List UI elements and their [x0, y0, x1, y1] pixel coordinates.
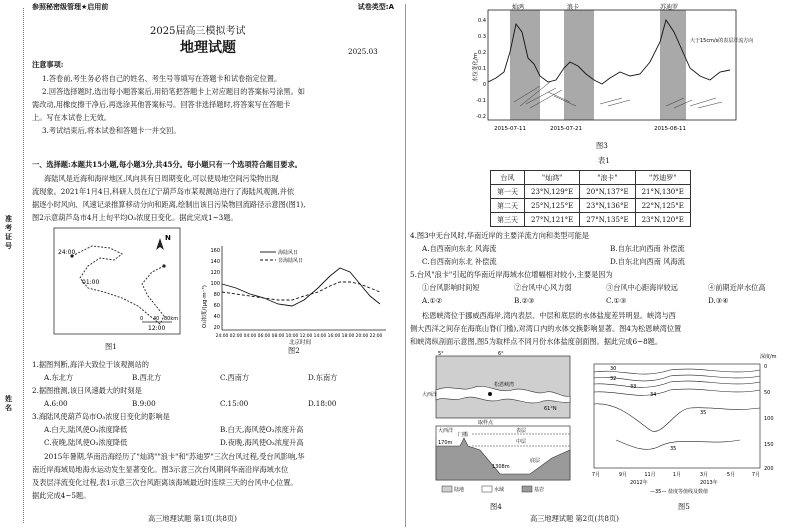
- fig4-legend-land: 陆地: [454, 487, 465, 493]
- left-page: [30, 0, 400, 531]
- q2-stem: 2.据图推测,该日风速最大的时刻是: [32, 386, 142, 395]
- fig2-ytick: 40: [213, 314, 220, 320]
- sampling-point-marker: [488, 392, 492, 396]
- intro3-line-1: 松恩峡湾位于挪威西海岸,湾内表层、中层和底层的水体盐度差异明显。峡湾与西: [422, 311, 676, 320]
- table-1-typhoon-positions: [490, 170, 691, 227]
- fig5-contour-label: 35: [670, 446, 677, 452]
- fig5-ytick: 200: [764, 466, 774, 472]
- fig5-legend: —35— 盐度等值线及数值: [650, 489, 708, 495]
- intro-line-3: 据逐小时风向、风速记录推算移动分向和距离,绘制出该日污染物回流路径示意图(图1),: [32, 200, 306, 209]
- figure-3-caption: 图3: [596, 141, 608, 150]
- notice-2b: 需改动,用橡皮擦干净后,再选涂其他答案标号。回答非选择题时,将答案写在答题卡: [32, 100, 291, 109]
- fig1-north: N: [165, 234, 171, 242]
- fig5-xtick: 7月: [591, 472, 601, 478]
- fig5-contour-label: 35: [700, 410, 707, 416]
- q4-stem: 4.图3中无台风时,华南近岸的主要洋流方向和类型可能是: [410, 231, 590, 240]
- fig2-ylabel: O₃浓度/(μg·m⁻³): [202, 285, 208, 328]
- fig2-ytick: 60: [213, 303, 220, 309]
- fig5-year-2012: 2012年: [630, 480, 648, 486]
- fig4-fjord-name: 松恩峡湾: [494, 382, 515, 388]
- fig3-ytick: 0: [482, 82, 486, 88]
- figure-5-salinity-profile: [590, 350, 790, 500]
- fig5-contour-label: 32: [610, 376, 617, 382]
- fig5-contour-label: 30: [610, 366, 617, 372]
- q2-option-c[interactable]: C.15:00: [220, 399, 249, 408]
- fig4-middle: 中层: [516, 439, 527, 445]
- intro3-line-2: 侧大西洋之间存在海底山脊(门槛),对湾口内的水体交换影响显著。图4为松恩峡湾位置: [410, 324, 682, 333]
- fig4-legend-water: 水域: [494, 487, 505, 493]
- fig1-label-2400: 24:00: [58, 249, 76, 256]
- fig2-xtick: 22:00: [369, 334, 383, 339]
- q3-option-a[interactable]: A.白天,陆风使O₃浓度降低: [44, 425, 128, 434]
- fig4-lon-5: 5°: [438, 351, 444, 357]
- storm-label-langka: 浪卡: [567, 4, 580, 11]
- figure-2-caption: 图2: [288, 346, 300, 355]
- fig3-ylabel: 水位变化/m: [473, 52, 479, 82]
- q5-option-b[interactable]: B.②③: [514, 296, 535, 305]
- table-cell: 27°N,121°E: [525, 213, 580, 227]
- fig2-xtick: 14:00: [313, 334, 327, 339]
- page-divider: [405, 4, 406, 527]
- fig3-date-3: 2015-08-11: [654, 126, 686, 132]
- fig2-ytick: 120: [210, 270, 220, 276]
- fig2-xtick: 06:00: [257, 334, 271, 339]
- fig2-xtick: 10:00: [285, 334, 299, 339]
- table-cell: 23°N,129°E: [525, 185, 580, 199]
- table-cell: 27°N,135°E: [580, 213, 635, 227]
- fig5-ytick: 150: [764, 442, 774, 448]
- table-row: [491, 199, 691, 213]
- legend-land-swatch: [442, 486, 452, 492]
- q1-option-a[interactable]: A.东北方: [44, 373, 74, 382]
- q5-statement-2: ②台风中心风力弱: [514, 283, 572, 292]
- fig5-ytick: 50: [764, 390, 771, 396]
- fig2-ytick: 140: [210, 259, 220, 265]
- fig1-scale-80: 80km: [164, 316, 179, 322]
- table-header: "浪卡": [580, 171, 635, 185]
- q3-stem: 3.海陆风使葫芦岛市O₃浓度日变化的影响是: [32, 412, 170, 421]
- fig4-lat-61: 61°N: [544, 406, 557, 412]
- q1-option-c[interactable]: C.西南方: [220, 373, 250, 382]
- exam-date: 2025.03: [348, 47, 378, 56]
- fig4-legend-bedrock: 基岩: [534, 487, 545, 493]
- fig4-sampling: 取样点: [478, 420, 494, 426]
- fig4-sill-depth: 170m: [438, 440, 453, 446]
- series-sea-land-breeze-day: [222, 268, 380, 306]
- table-cell: 21°N,130°E: [635, 185, 690, 199]
- table-cell: 第二天: [491, 199, 525, 213]
- intro-line-1: 海陆风是近海和海岸地区,风向具有日周期变化,可以使局地空间污染物出现: [44, 174, 279, 183]
- notice-2c: 上。写在本试卷上无效。: [32, 113, 112, 122]
- fig2-xlabel: 北京时间: [288, 340, 312, 346]
- fig5-xtick: 1月: [672, 472, 682, 478]
- fig5-xtick: 11月: [644, 472, 656, 478]
- q1-stem: 1.据图判断,海洋大致位于该观测站的: [32, 360, 149, 369]
- fig2-legend-nonsea: 非海陆风日: [278, 258, 304, 264]
- fig1-scale-40: 40: [153, 316, 160, 322]
- fig4-surface: 表层: [516, 428, 527, 434]
- q2-option-b[interactable]: B.9:00: [132, 399, 156, 408]
- intro-line-2: 流现象。2021年1月4日,科研人员在辽宁葫芦岛市某观测站进行了海陆风观测,并依: [32, 187, 295, 196]
- notice-2: 2.回答选择题时,选出每小题答案后,用铅笔把答题卡上对应题目的答案标号涂黑。如: [42, 87, 305, 96]
- q5-statement-3: ③台风中心距海岸较远: [606, 283, 678, 292]
- figure-1-path-map: [52, 226, 182, 338]
- q3-option-b[interactable]: B.白天,海风使O₃浓度升高: [220, 425, 304, 434]
- q4-option-b[interactable]: B.自东北向西南 补偿流: [610, 244, 685, 253]
- fig2-xtick: 24:00: [215, 334, 229, 339]
- fig2-ytick: 20: [213, 325, 220, 331]
- fig5-xtick: 7月: [751, 472, 761, 478]
- fig5-ytick: 0: [764, 364, 768, 370]
- storm-band-langka: [564, 10, 594, 120]
- figure-4-caption: 图4: [490, 502, 502, 511]
- fig4-bottom: 底层: [530, 458, 541, 464]
- fig3-scale-note: 大于15cm/s的表层洋流方向: [690, 38, 754, 44]
- fig5-contour-label: 34: [650, 392, 657, 398]
- north-arrow-icon: [156, 238, 164, 250]
- table-row: [491, 213, 691, 227]
- q5-option-d[interactable]: D.③④: [708, 296, 729, 305]
- fig1-label-1200: 12:00: [148, 325, 166, 332]
- table-cell: 22°N,125°E: [635, 199, 690, 213]
- fig3-ytick: 0.1: [478, 66, 486, 72]
- fig5-ylabel: 深度/m: [760, 354, 777, 360]
- name-label: 姓名: [5, 395, 12, 412]
- fig3-date-2: 2015-07-21: [550, 126, 582, 132]
- fig3-ytick: 0.3: [478, 34, 486, 40]
- table-cell: 25°N,125°E: [525, 199, 580, 213]
- fig5-xtick: 5月: [726, 472, 736, 478]
- table-cell: 23°N,120°E: [635, 213, 690, 227]
- fig4-atlantic-map: 大西洋: [422, 392, 438, 398]
- fig2-ytick: 80: [213, 292, 220, 298]
- fig3-ytick: 0.4: [478, 18, 486, 24]
- fig2-xtick: 08:00: [271, 334, 285, 339]
- fig2-xtick: 12:00: [299, 334, 313, 339]
- fig5-xtick: 3月: [699, 472, 709, 478]
- q5-option-a[interactable]: A.①②: [422, 296, 443, 305]
- table-cell: 20°N,137°E: [580, 185, 635, 199]
- table-cell: 23°N,136°E: [580, 199, 635, 213]
- fig1-scale-0: 0: [140, 316, 144, 322]
- figure-2-ozone-chart: [200, 238, 390, 346]
- figure-3-water-level-chart: [470, 2, 754, 138]
- q4-option-a[interactable]: A.自西南向东北 风海流: [422, 244, 497, 253]
- notice-title: 注意事项:: [32, 60, 64, 69]
- right-page: [410, 0, 796, 531]
- table-header: 台风: [491, 171, 525, 185]
- fig3-ytick: -0.1: [476, 98, 486, 104]
- header-confidential: 参照秘密级管理★启用前: [32, 3, 109, 11]
- table-header-row: [491, 171, 691, 185]
- intro2-line-3: 及表层洋流变化过程,表1示意三次台风距离该海域最近时连续三天的台风中心位置。: [32, 478, 298, 487]
- section-title: 一、选择题:本题共15小题,每小题3分,共45分。每小题只有一个选项符合题目要求。: [32, 160, 302, 169]
- fig2-ytick: 160: [210, 248, 220, 254]
- right-footer: 高三地理试题 第2页(共8页): [530, 514, 619, 523]
- intro-line-4: 图2示意葫芦岛市4月上旬平均O₃浓度日变化。据此完成1~3题。: [32, 213, 238, 222]
- left-footer: 高三地理试题 第1页(共8页): [148, 514, 237, 523]
- fig2-ytick: 100: [210, 281, 220, 287]
- figure-5-caption: 图5: [678, 502, 690, 511]
- fig4-sill: 门槛: [458, 432, 469, 438]
- fig4-max-depth: 1308m: [492, 464, 510, 470]
- table-cell: 第三天: [491, 213, 525, 227]
- intro3-line-3: 和峡湾纵剖面示意图,图5为取样点不同月份水体盐度剖面图。据此完成6~8题。: [410, 337, 663, 346]
- intro2-line-1: 2015年暑期,华南沿海经历了"灿鸿""浪卡"和"苏迪罗"三次台风过程,受台风影响,华: [44, 452, 305, 461]
- storm-label-canhong: 灿鸿: [512, 4, 525, 11]
- q1-option-d[interactable]: D.东南方: [308, 373, 338, 382]
- q3-option-c[interactable]: C.夜晚,陆风使O₃浓度降低: [44, 438, 128, 447]
- q2-option-d[interactable]: D.18:00: [308, 399, 337, 408]
- fig5-contour-label: 33: [630, 384, 637, 390]
- intro2-line-2: 南近岸海域局地海水运动发生显著变化。图3示意三次台风期间华南沿岸海域水位: [32, 465, 289, 474]
- legend-water-swatch: [482, 486, 492, 492]
- q5-option-c[interactable]: C.①③: [606, 296, 627, 305]
- q5-statement-1: ①台风影响时间短: [422, 283, 480, 292]
- header-paper-type: 试卷类型:A: [357, 3, 394, 11]
- table-row: [491, 185, 691, 199]
- fig2-xtick: 18:00: [341, 334, 355, 339]
- q2-option-a[interactable]: A.6:00: [44, 399, 68, 408]
- fig5-ytick: 100: [764, 416, 774, 422]
- fig3-ytick: -0.2: [476, 114, 486, 120]
- fig1-label-0100: 01:00: [82, 279, 100, 286]
- notice-3: 3.考试结束后,将本试卷和答题卡一并交回。: [42, 126, 181, 135]
- table-header: "灿鸿": [525, 171, 580, 185]
- q3-option-d[interactable]: D.夜晚,海风使O₃浓度升高: [220, 438, 304, 447]
- fig4-atlantic-profile: 大西洋: [438, 428, 454, 434]
- legend-bedrock-swatch: [522, 486, 532, 492]
- fig5-xtick: 9月: [618, 472, 628, 478]
- surface-current-arrows: [514, 82, 722, 108]
- q5-stem: 5.台风"浪卡"引起的华南近岸海域水位增幅相对较小,主要是因为: [410, 270, 613, 279]
- q4-option-c[interactable]: C.自西南向东北 补偿流: [422, 257, 497, 266]
- fig2-legend-sea: 海陆风日: [278, 250, 299, 256]
- fig2-xtick: 20:00: [355, 334, 369, 339]
- binding-line: [23, 8, 24, 523]
- fig4-lon-6: 6°: [498, 351, 504, 357]
- q4-option-d[interactable]: D.自东北向西南 风海流: [610, 257, 685, 266]
- notice-1: 1.答卷前,考生务必将自己的姓名、考生号等填写在答题卡和试卷指定位置。: [42, 74, 282, 83]
- intro2-line-4: 据此完成4~5题。: [32, 491, 91, 500]
- series-non-sea-land-breeze-day: [222, 282, 380, 300]
- fig2-xtick: 16:00: [327, 334, 341, 339]
- table-header: "苏迪罗": [635, 171, 690, 185]
- figure-4-fjord-map: [420, 350, 576, 500]
- subject-title: 地理试题: [180, 40, 236, 56]
- q1-option-b[interactable]: B.西北方: [132, 373, 162, 382]
- table-cell: 第一天: [491, 185, 525, 199]
- storm-label-sudiluo: 苏迪罗: [660, 4, 679, 11]
- figure-1-caption: 图1: [105, 342, 117, 351]
- seat-number-label: 准考证号: [5, 215, 12, 250]
- table-1-caption: 表1: [598, 156, 610, 165]
- fig3-date-1: 2015-07-11: [494, 126, 526, 132]
- q5-statement-4: ④前期近岸水位高: [708, 283, 766, 292]
- fig3-ytick: 0.2: [478, 50, 486, 56]
- fig2-xtick: 04:00: [243, 334, 257, 339]
- storm-band-canhong: [510, 10, 540, 120]
- fig2-xtick: 02:00: [229, 334, 243, 339]
- fig5-year-2013: 2013年: [700, 480, 718, 486]
- exam-title: 2025届高三模拟考试: [150, 26, 246, 37]
